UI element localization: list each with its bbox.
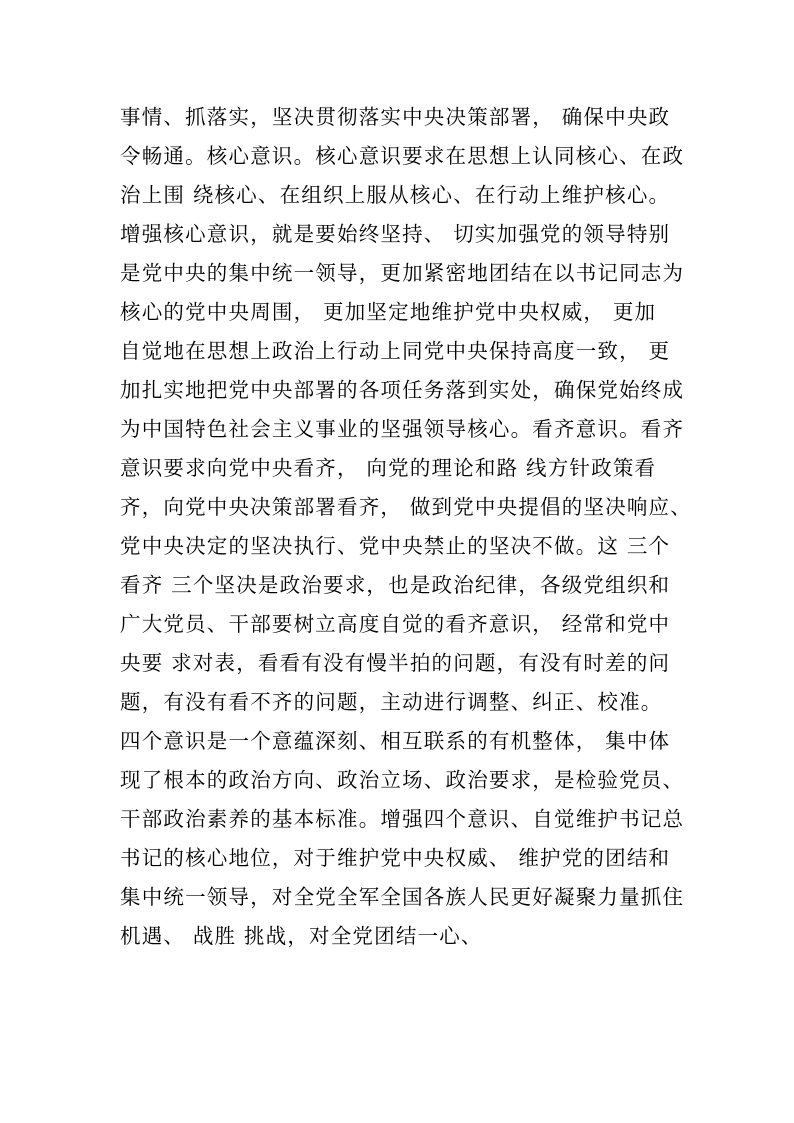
text-line: 增强核心意识，就是要始终坚持、 切实加强党的领导特别 [120, 222, 671, 246]
text-line: 集中统一领导，对全党全军全国各族人民更好凝聚力量抓住 [120, 885, 685, 909]
text-line: 题，有没有看不齐的问题，主动进行调整、纠正、校准。 [120, 690, 663, 714]
text-line: 党中央决定的坚决执行、党中央禁止的坚决不做。这 三个 [120, 534, 671, 558]
text-line: 事情、抓落实，坚决贯彻落实中央决策部署， 确保中央政 [120, 105, 671, 129]
text-line: 核心的党中央周围， 更加坚定地维护党中央权威， 更加 [120, 300, 657, 324]
text-line: 四个意识是一个意蕴深刻、相互联系的有机整体， 集中体 [120, 729, 671, 753]
text-line: 是党中央的集中统一领导，更加紧密地团结在以书记同志为 [120, 261, 685, 285]
text-line: 令畅通。核心意识。核心意识要求在思想上认同核心、在政 [120, 144, 685, 168]
text-line: 看齐 三个坚决是政治要求，也是政治纪律，各级党组织和 [120, 573, 671, 597]
text-line: 书记的核心地位，对于维护党中央权威、 维护党的团结和 [120, 846, 671, 870]
text-line: 广大党员、干部要树立高度自觉的看齐意识， 经常和党中 [120, 612, 671, 636]
text-line: 意识要求向党中央看齐， 向党的理论和路 线方针政策看 [120, 456, 657, 480]
text-line: 治上围 绕核心、在组织上服从核心、在行动上维护核心。 [120, 183, 671, 207]
text-line: 自觉地在思想上政治上行动上同党中央保持高度一致， 更 [120, 339, 671, 363]
text-line: 央要 求对表，看看有没有慢半拍的问题，有没有时差的问 [120, 651, 671, 675]
text-line: 齐，向党中央决策部署看齐， 做到党中央提倡的坚决响应、 [120, 495, 692, 519]
text-line: 加扎实地把党中央部署的各项任务落到实处，确保党始终成 [120, 378, 685, 402]
text-line: 机遇、 战胜 挑战，对全党团结一心、 [120, 924, 483, 948]
text-line: 干部政治素养的基本标准。增强四个意识、自觉维护书记总 [120, 807, 685, 831]
text-line: 现了根本的政治方向、政治立场、政治要求，是检验党员、 [120, 768, 685, 792]
text-line: 为中国特色社会主义事业的坚强领导核心。看齐意识。看齐 [120, 417, 685, 441]
body-text [120, 98, 700, 956]
